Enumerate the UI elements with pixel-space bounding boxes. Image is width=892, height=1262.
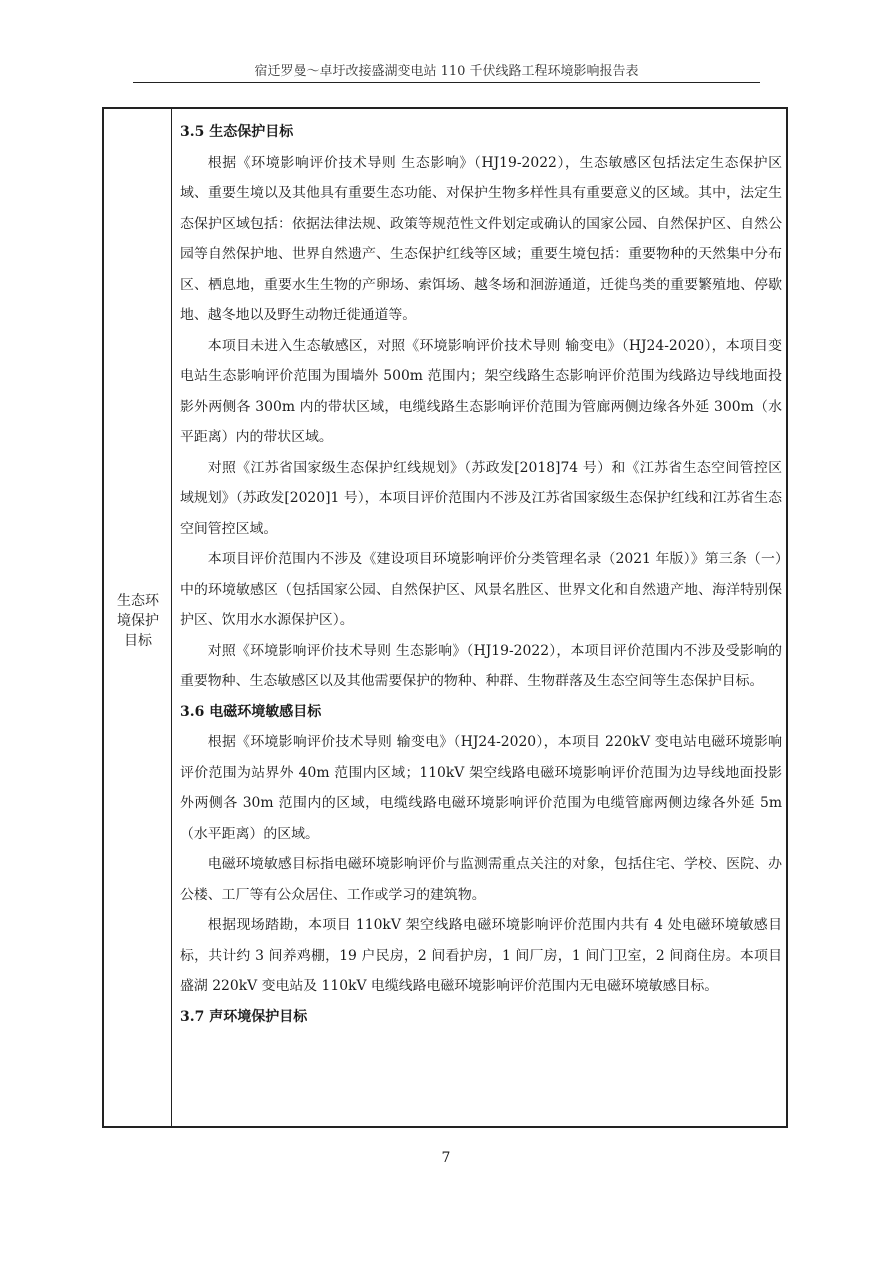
table-frame <box>102 107 788 1128</box>
row-label-cell <box>104 109 172 1126</box>
row-content-cell <box>180 117 782 1032</box>
section-heading: 3.7 声环境保护目标 <box>180 1008 308 1025</box>
paragraph: 根据现场踏勘，本项目 110kV 架空线路电磁环境影响评价范围内共有 4 处电磁环境敏感目标，共计约 3 间养鸡棚，19 户民房，2 间看护房，1 间厂房，1 间门卫室，2 间商住房。本项目盛湖 220kV 变电站及 110kV 电缆线路电磁环境影响评价范围内无电磁环境敏感目标。 <box>180 917 782 994</box>
report-title: 宿迁罗曼～卓圩改接盛湖变电站 110 千伏线路工程环境影响报告表 <box>254 64 639 79</box>
row-label-line: 生态环 <box>117 593 159 609</box>
row-label <box>104 591 172 651</box>
section-heading: 3.6 电磁环境敏感目标 <box>180 703 322 720</box>
paragraph: 根据《环境影响评价技术导则 生态影响》（HJ19-2022），生态敏感区包括法定生态保护区域、重要生境以及其他具有重要生态功能、对保护生物多样性具有重要意义的区域。其中，法定生态保护区域包括：依据法律法规、政策等规范性文件划定或确认的国家公园、自然保护区、自然公园等自然保护地、世界自然遗产、生态保护红线等区域；重要生境包括：重要物种的天然集中分布区、栖息地，重要水生生物的产卵场、索饵场、越冬场和洄游通道，迁徙鸟类的重要繁殖地、停歇地、越冬地以及野生动物迁徙通道等。 <box>180 154 782 323</box>
paragraph: 电磁环境敏感目标指电磁环境影响评价与监测需重点关注的对象，包括住宅、学校、医院、办公楼、工厂等有公众居住、工作或学习的建筑物。 <box>180 856 782 903</box>
paragraph: 对照《环境影响评价技术导则 生态影响》（HJ19-2022），本项目评价范围内不涉及受影响的重要物种、生态敏感区以及其他需要保护的物种、种群、生物群落及生态空间等生态保护目标。 <box>180 642 782 689</box>
row-label-line: 目标 <box>124 633 152 649</box>
paragraph: 本项目未进入生态敏感区，对照《环境影响评价技术导则 输变电》（HJ24-2020），本项目变电站生态影响评价范围为围墙外 500m 范围内；架空线路生态影响评价范围为线路边导线地面投影外两侧各 300m 内的带状区域，电缆线路生态影响评价范围为管廊两侧边缘各外延 300m（水平距离）内的带状区域。 <box>180 337 782 445</box>
row-label-line: 境保护 <box>117 613 159 629</box>
paragraph: 对照《江苏省国家级生态保护红线规划》（苏政发[2018]74 号）和《江苏省生态空间管控区域规划》（苏政发[2020]1 号），本项目评价范围内不涉及江苏省国家级生态保护红线和江苏省生态空间管控区域。 <box>180 459 782 537</box>
section-heading: 3.5 生态保护目标 <box>180 124 294 140</box>
page-number: 7 <box>441 1150 451 1166</box>
page-header <box>133 64 760 83</box>
paragraph: 根据《环境影响评价技术导则 输变电》（HJ24-2020），本项目 220kV 变电站电磁环境影响评价范围为站界外 40m 范围内区域；110kV 架空线路电磁环境影响评价范围为边导线地面投影外两侧各 30m 范围内的区域，电缆线路电磁环境影响评价范围为电缆管廊两侧边缘各外延 5m（水平距离）的区域。 <box>180 734 782 842</box>
paragraph: 本项目评价范围内不涉及《建设项目环境影响评价分类管理名录（2021 年版）》第三条（一）中的环境敏感区（包括国家公园、自然保护区、风景名胜区、世界文化和自然遗产地、海洋特别保护区、饮用水水源保护区）。 <box>180 551 782 628</box>
